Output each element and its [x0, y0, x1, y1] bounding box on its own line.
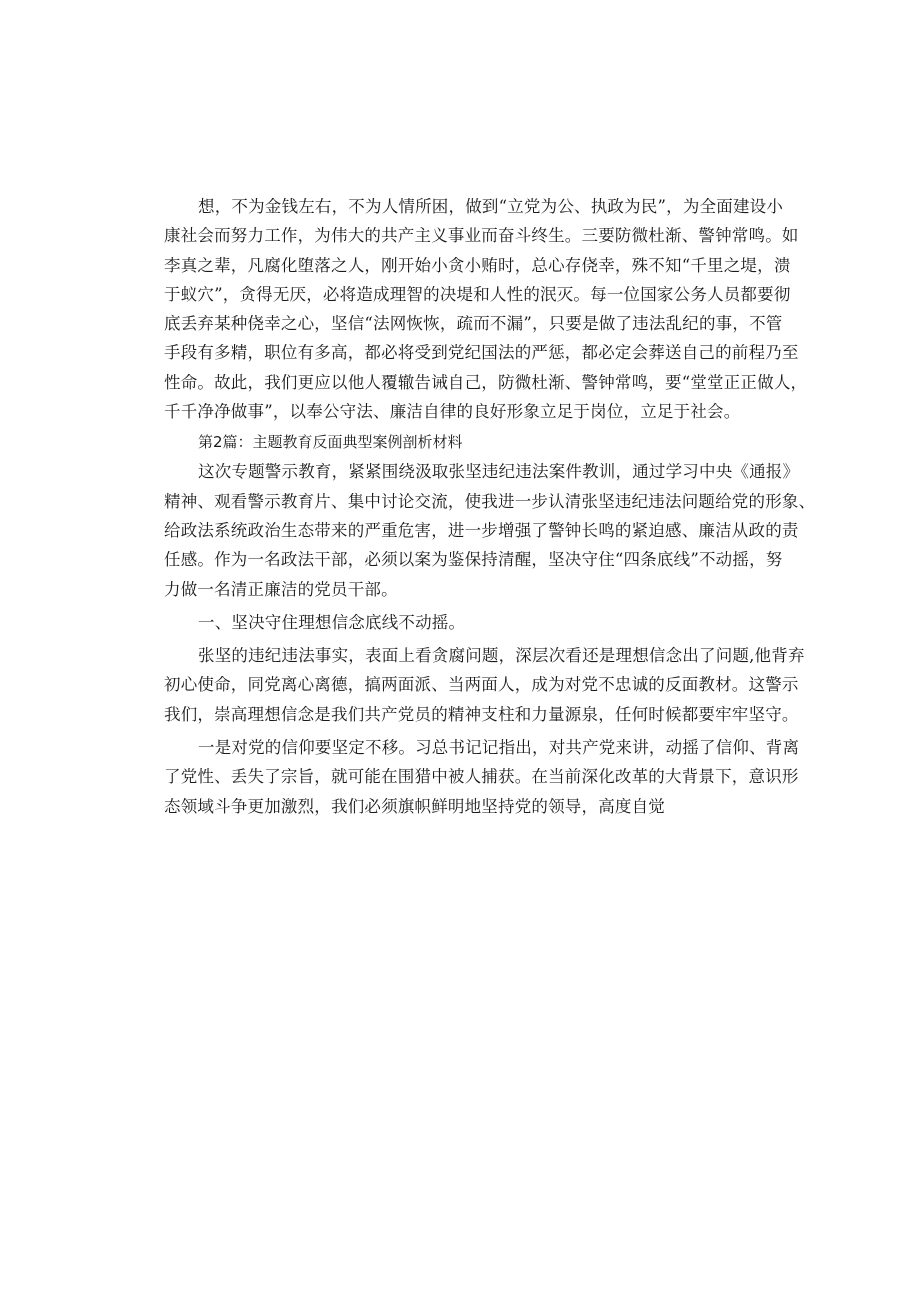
text-line: 给政法系统政治生态带来的严重危害，进一步增强了警钟长鸣的紧迫感、廉洁从政的责	[164, 520, 799, 540]
paragraph-continuation	[164, 192, 808, 426]
text-line: 底丢弃某种侥幸之心，坚信“法网恢恢，疏而不漏”，只要是做了违法乱纪的事，不管	[164, 314, 783, 334]
text-line: 任感。作为一名政法干部，必须以案为鉴保持清醒，坚决守住“四条底线”不动摇，努	[164, 550, 783, 570]
text-line: 性命。故此，我们更应以他人覆辙告诫自己，防微杜渐、警钟常鸣，要“堂堂正正做人，	[164, 372, 808, 392]
text-line: 张坚的违纪违法事实，表面上看贪腐问题，深层次看还是理想信念出了问题,他背弃	[198, 646, 805, 666]
text-line: 康社会而努力工作，为伟大的共产主义事业而奋斗终生。三要防微杜渐、警钟常鸣。如	[164, 226, 799, 246]
text-line: 这次专题警示教育，紧紧围绕汲取张坚违纪违法案件教训，通过学习中央《通报》	[198, 462, 800, 482]
text-line: 千千净净做事”，以奉公守法、廉洁自律的良好形象立足于岗位，立足于社会。	[164, 402, 741, 422]
subheading: 一、坚决守住理想信念底线不动摇。	[198, 612, 466, 632]
text-line: 了党性、丢失了宗旨，就可能在围猎中被人捕获。在当前深化改革的大背景下，意识形	[164, 767, 799, 787]
text-line: 一是对党的信仰要坚定不移。习总书记记指出，对共产党来讲，动摇了信仰、背离	[198, 738, 800, 758]
paragraph-analysis	[164, 641, 805, 729]
text-line: 我们，崇高理想信念是我们共产党员的精神支柱和力量源泉，任何时候都要牢牢坚守。	[164, 704, 799, 724]
paragraph-point-one	[164, 733, 800, 821]
section-heading: 第2篇：主题教育反面典型案例剖析材料	[198, 433, 463, 452]
text-line: 力做一名清正廉洁的党员干部。	[164, 579, 398, 599]
text-line: 手段有多精，职位有多高，都必将受到党纪国法的严惩，都必定会葬送自己的前程乃至	[164, 343, 799, 363]
text-line: 态领域斗争更加激烈，我们必须旗帜鲜明地坚持党的领导，高度自觉	[164, 796, 665, 816]
text-line: 想，不为金钱左右，不为人情所困，做到“立党为公、执政为民”，为全面建设小	[198, 197, 784, 216]
text-line: 精神、观看警示教育片、集中讨论交流，使我进一步认清张坚违纪违法问题给党的形象、	[164, 491, 816, 511]
text-line: 初心使命，同党离心离德，搞两面派、当两面人，成为对党不忠诚的反面教材。这警示	[164, 675, 799, 695]
document-page	[164, 192, 816, 821]
text-line: 于蚁穴”，贪得无厌，必将造成理智的决堤和人性的泯灭。每一位国家公务人员都要彻	[164, 284, 791, 304]
paragraph-intro	[164, 457, 816, 603]
text-line: 李真之辈，凡腐化堕落之人，刚开始小贪小贿时，总心存侥幸，殊不知“千里之堤，溃	[164, 255, 791, 275]
